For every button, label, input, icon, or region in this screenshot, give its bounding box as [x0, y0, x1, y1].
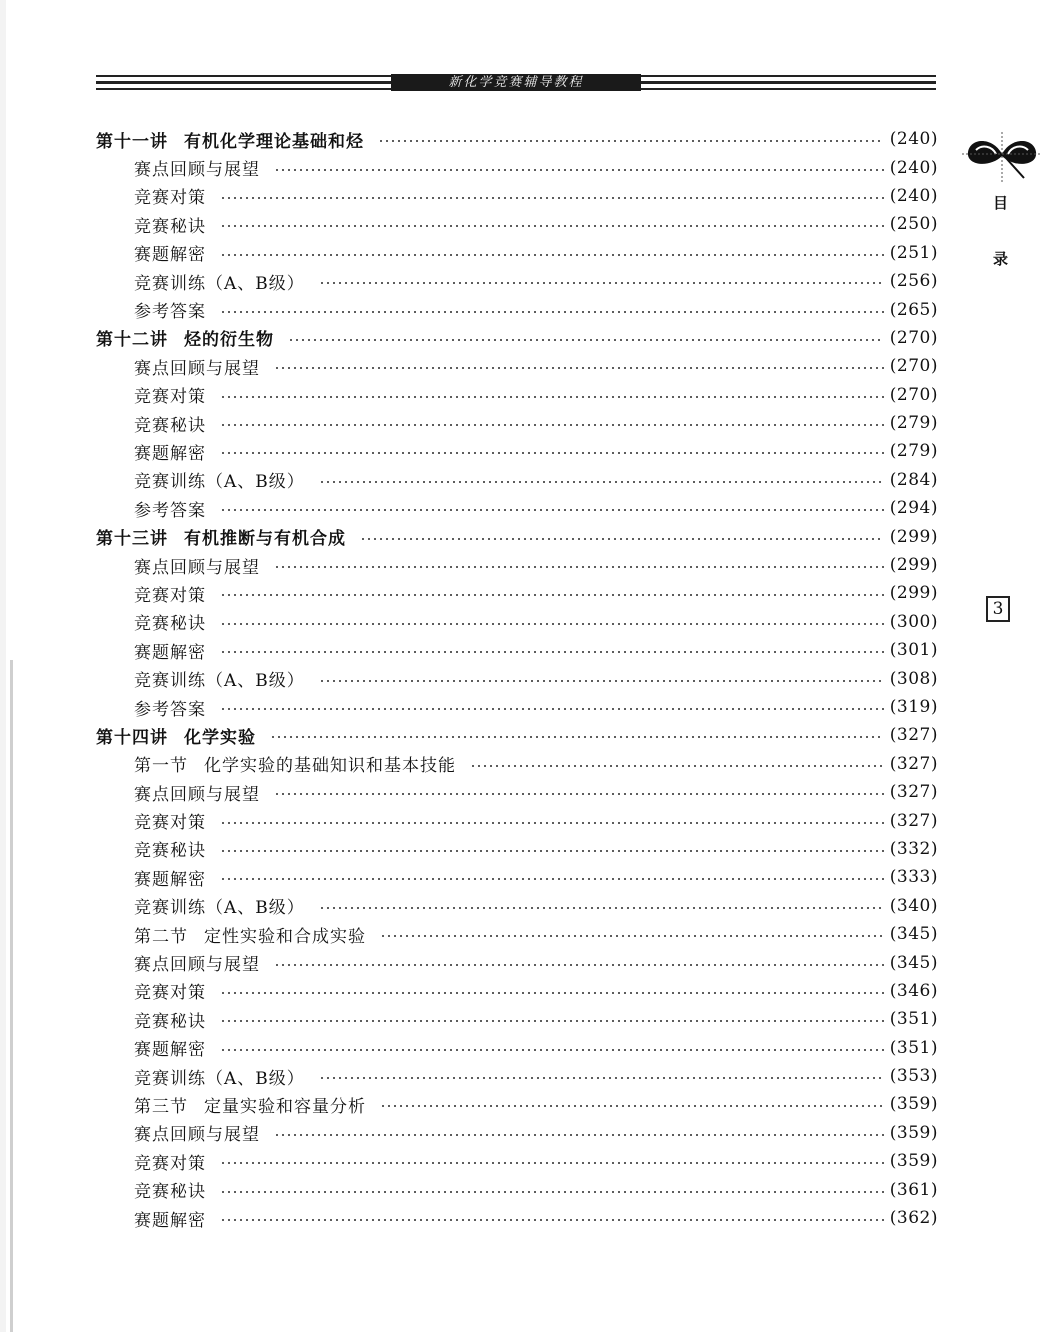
- toc-page-number: (299): [889, 555, 938, 576]
- dot-leader: [220, 708, 884, 710]
- toc-entry-label: 竞赛对策: [134, 585, 206, 606]
- toc-entry-title: [134, 1149, 206, 1174]
- toc-entry-title: [134, 297, 206, 322]
- dot-leader: [380, 935, 884, 937]
- toc-entry-label: 第十三讲: [96, 529, 168, 550]
- toc-entry-title: [134, 212, 206, 237]
- toc-entry-title: [134, 354, 260, 379]
- dot-leader: [220, 1020, 884, 1022]
- toc-entry-title: [134, 553, 260, 578]
- toc-item-row: [96, 608, 938, 636]
- toc-page-number: (353): [889, 1066, 938, 1087]
- toc-entry-title: [96, 325, 274, 350]
- toc-entry-title: [96, 524, 346, 549]
- toc-entry-label: 赛题解密: [134, 443, 206, 464]
- dot-leader: [220, 311, 884, 313]
- toc-entry-title: [134, 240, 206, 265]
- toc-entry-label: 竞赛训练（A、B级）: [134, 273, 305, 294]
- toc-page-number: (240): [889, 157, 938, 178]
- toc-entry-title: [134, 1177, 206, 1202]
- toc-chapter-row: [96, 721, 938, 749]
- toc-page-number: (301): [889, 640, 938, 661]
- toc-page-number: (327): [889, 782, 938, 803]
- dot-leader: [220, 396, 884, 398]
- toc-page-number: (294): [889, 498, 938, 519]
- toc-page-number: (284): [889, 469, 938, 490]
- dot-leader: [319, 1077, 884, 1079]
- toc-item-row: [96, 863, 938, 891]
- toc-entry-title: [134, 1120, 260, 1145]
- toc-entry-title: [134, 666, 305, 691]
- toc-entry-label: 竞赛对策: [134, 813, 206, 834]
- toc-entry-label: 竞赛秘诀: [134, 841, 206, 862]
- toc-page-number: (265): [889, 299, 938, 320]
- toc-item-row: [96, 892, 938, 920]
- toc-page-number: (270): [889, 384, 938, 405]
- bow-ornament-icon: [962, 132, 1042, 182]
- toc-item-row: [96, 295, 938, 323]
- toc-entry-title: [134, 1092, 366, 1117]
- header-title: 新化学竞赛辅导教程: [391, 74, 641, 91]
- toc-entry-label: 参考答案: [134, 302, 206, 323]
- toc-page-number: (332): [889, 838, 938, 859]
- dot-leader: [360, 538, 884, 540]
- toc-page-number: (327): [889, 753, 938, 774]
- toc-item-row: [96, 466, 938, 494]
- dot-leader: [220, 850, 884, 852]
- toc-entry-label: 第一节: [134, 756, 188, 777]
- toc-entry-label: 赛点回顾与展望: [134, 358, 260, 379]
- toc-page-number: (279): [889, 441, 938, 462]
- toc-entry-title: [134, 780, 260, 805]
- toc-page-number: (327): [889, 725, 938, 746]
- toc-entry-title: [134, 496, 206, 521]
- toc-item-row: [96, 948, 938, 976]
- toc-item-row: [96, 352, 938, 380]
- toc-page-number: (299): [889, 526, 938, 547]
- toc-entry-title: [134, 808, 206, 833]
- toc-entry-label: 第十二讲: [96, 330, 168, 351]
- toc-page-number: (256): [889, 271, 938, 292]
- toc-item-row: [96, 1175, 938, 1203]
- toc-item-row: [96, 210, 938, 238]
- toc-entry-title: [134, 439, 206, 464]
- toc-entry-label: 赛题解密: [134, 1210, 206, 1231]
- toc-page-number: (319): [889, 697, 938, 717]
- toc-entry-subtitle: 定性实验和合成实验: [204, 926, 366, 947]
- toc-page-number: (346): [889, 980, 938, 1001]
- dot-leader: [220, 992, 884, 994]
- toc-entry-subtitle: 有机推断与有机合成: [184, 529, 346, 550]
- toc-item-row: [96, 579, 938, 607]
- toc-page-number: (279): [889, 413, 938, 434]
- dot-leader: [220, 594, 884, 596]
- toc-page-number: (359): [889, 1094, 938, 1115]
- toc-item-row: [96, 778, 938, 806]
- toc-entry-label: 竞赛秘诀: [134, 614, 206, 635]
- toc-entry-label: 赛点回顾与展望: [134, 955, 260, 976]
- toc-entry-label: 竞赛训练（A、B级）: [134, 671, 305, 692]
- dot-leader: [220, 623, 884, 625]
- toc-item-row: [96, 636, 938, 664]
- toc-page-number: (351): [889, 1009, 938, 1030]
- toc-page-number: (270): [889, 327, 938, 348]
- toc-entry-label: 竞赛对策: [134, 387, 206, 408]
- toc-entry-label: 竞赛对策: [134, 188, 206, 209]
- toc-chapter-row: [96, 125, 938, 153]
- toc-entry-subtitle: 烃的衍生物: [184, 330, 274, 351]
- toc-entry-title: [134, 1035, 206, 1060]
- toc-entry-label: 赛点回顾与展望: [134, 1125, 260, 1146]
- toc-entry-subtitle: 化学实验: [184, 727, 256, 748]
- toc-page-number: (251): [889, 242, 938, 263]
- running-header: [96, 73, 936, 93]
- toc-page-number: (361): [889, 1179, 938, 1200]
- toc-item-row: [96, 381, 938, 409]
- toc-page-number: (333): [889, 867, 938, 888]
- dot-leader: [220, 254, 884, 256]
- dot-leader: [220, 424, 884, 426]
- toc-entry-label: 第三节: [134, 1096, 188, 1117]
- toc-entry-label: 赛点回顾与展望: [134, 160, 260, 181]
- dot-leader: [220, 452, 884, 454]
- toc-page-number: (240): [889, 129, 938, 150]
- toc-item-row: [96, 494, 938, 522]
- toc-entry-title: [134, 411, 206, 436]
- toc-entry-title: [134, 382, 206, 407]
- toc-entry-label: 赛题解密: [134, 1040, 206, 1061]
- dot-leader: [319, 282, 884, 284]
- toc-page-number: (308): [889, 668, 938, 689]
- toc-item-row: [96, 750, 938, 778]
- toc-item-row: [96, 1034, 938, 1062]
- toc-entry-label: 赛题解密: [134, 245, 206, 266]
- toc-entry-label: 竞赛秘诀: [134, 415, 206, 436]
- table-of-contents: [96, 125, 938, 1232]
- dot-leader: [220, 651, 884, 653]
- toc-entry-title: [134, 269, 305, 294]
- toc-item-row: [96, 806, 938, 834]
- dot-leader: [319, 481, 884, 483]
- toc-entry-label: 参考答案: [134, 500, 206, 521]
- toc-entry-label: 竞赛对策: [134, 983, 206, 1004]
- toc-entry-label: 第二节: [134, 926, 188, 947]
- dot-leader: [220, 509, 884, 511]
- dot-leader: [220, 225, 884, 227]
- toc-entry-title: [134, 922, 366, 947]
- toc-page-number: (300): [889, 611, 938, 632]
- toc-entry-title: [96, 127, 364, 152]
- dot-leader: [274, 964, 884, 966]
- toc-entry-subtitle: 定量实验和容量分析: [204, 1096, 366, 1117]
- toc-item-row: [96, 153, 938, 181]
- toc-entry-subtitle: 化学实验的基础知识和基本技能: [204, 756, 456, 777]
- toc-entry-label: 第十一讲: [96, 131, 168, 152]
- dot-leader: [274, 566, 884, 568]
- toc-page-number: (345): [889, 952, 938, 973]
- side-label-top: 目: [993, 194, 1009, 212]
- toc-page-number: (340): [889, 895, 938, 916]
- toc-item-row: [96, 551, 938, 579]
- dot-leader: [220, 197, 884, 199]
- toc-item-row: [96, 1005, 938, 1033]
- dot-leader: [378, 140, 884, 142]
- toc-item-row: [96, 409, 938, 437]
- toc-entry-title: [134, 695, 206, 720]
- toc-page-number: (359): [889, 1151, 938, 1172]
- toc-page-number: (299): [889, 583, 938, 604]
- toc-entry-title: [134, 581, 206, 606]
- toc-entry-label: 赛题解密: [134, 642, 206, 663]
- toc-entry-label: 竞赛对策: [134, 1153, 206, 1174]
- toc-page-number: (250): [889, 214, 938, 235]
- scan-edge-shadow: [0, 0, 6, 1332]
- toc-item-row: [96, 182, 938, 210]
- toc-item-row: [96, 1204, 938, 1232]
- toc-item-row: [96, 693, 938, 721]
- dot-leader: [220, 1049, 884, 1051]
- toc-entry-label: 竞赛训练（A、B级）: [134, 898, 305, 919]
- toc-entry-label: 竞赛训练（A、B级）: [134, 472, 305, 493]
- dot-leader: [288, 339, 884, 341]
- dot-leader: [220, 878, 884, 880]
- toc-chapter-row: [96, 522, 938, 550]
- side-label-bottom: 录: [993, 250, 1009, 268]
- toc-page-number: (362): [889, 1208, 938, 1229]
- dot-leader: [470, 765, 884, 767]
- dot-leader: [220, 1219, 884, 1221]
- page-number: 3: [986, 596, 1010, 622]
- toc-entry-label: 竞赛秘诀: [134, 1011, 206, 1032]
- toc-entry-title: [134, 467, 305, 492]
- dot-leader: [274, 169, 884, 171]
- toc-entry-title: [134, 1206, 206, 1231]
- toc-item-row: [96, 920, 938, 948]
- toc-entry-label: 竞赛训练（A、B级）: [134, 1068, 305, 1089]
- toc-entry-label: 竞赛秘诀: [134, 216, 206, 237]
- dot-leader: [274, 367, 884, 369]
- toc-entry-title: [134, 638, 206, 663]
- toc-entry-label: 第十四讲: [96, 727, 168, 748]
- dot-leader: [380, 1105, 884, 1107]
- toc-entry-title: [134, 1007, 206, 1032]
- toc-page-number: (359): [889, 1122, 938, 1143]
- dot-leader: [270, 736, 884, 738]
- toc-item-row: [96, 437, 938, 465]
- toc-item-row: [96, 1062, 938, 1090]
- toc-entry-title: [134, 751, 456, 776]
- toc-item-row: [96, 1090, 938, 1118]
- toc-entry-label: 赛点回顾与展望: [134, 557, 260, 578]
- toc-entry-title: [134, 609, 206, 634]
- toc-item-row: [96, 267, 938, 295]
- dot-leader: [319, 680, 884, 682]
- toc-page-number: (351): [889, 1037, 938, 1058]
- dot-leader: [274, 1134, 884, 1136]
- toc-item-row: [96, 1119, 938, 1147]
- toc-item-row: [96, 239, 938, 267]
- scan-edge-line: [10, 660, 13, 1332]
- toc-entry-title: [96, 723, 256, 748]
- toc-page-number: (327): [889, 810, 938, 831]
- toc-entry-label: 参考答案: [134, 699, 206, 720]
- toc-page-number: (270): [889, 356, 938, 377]
- toc-item-row: [96, 835, 938, 863]
- toc-item-row: [96, 977, 938, 1005]
- toc-entry-title: [134, 865, 206, 890]
- dot-leader: [220, 822, 884, 824]
- toc-chapter-row: [96, 324, 938, 352]
- toc-entry-title: [134, 1064, 305, 1089]
- toc-page-number: (345): [889, 924, 938, 945]
- dot-leader: [220, 1162, 884, 1164]
- toc-page-number: (240): [889, 185, 938, 206]
- toc-entry-title: [134, 155, 260, 180]
- toc-entry-label: 赛点回顾与展望: [134, 784, 260, 805]
- dot-leader: [220, 1191, 884, 1193]
- dot-leader: [319, 907, 884, 909]
- toc-entry-title: [134, 950, 260, 975]
- toc-entry-title: [134, 893, 305, 918]
- toc-entry-title: [134, 978, 206, 1003]
- toc-item-row: [96, 664, 938, 692]
- dot-leader: [274, 793, 884, 795]
- toc-item-row: [96, 1147, 938, 1175]
- toc-entry-title: [134, 183, 206, 208]
- toc-entry-title: [134, 836, 206, 861]
- toc-entry-subtitle: 有机化学理论基础和烃: [184, 131, 364, 152]
- toc-entry-label: 赛题解密: [134, 869, 206, 890]
- toc-entry-label: 竞赛秘诀: [134, 1182, 206, 1203]
